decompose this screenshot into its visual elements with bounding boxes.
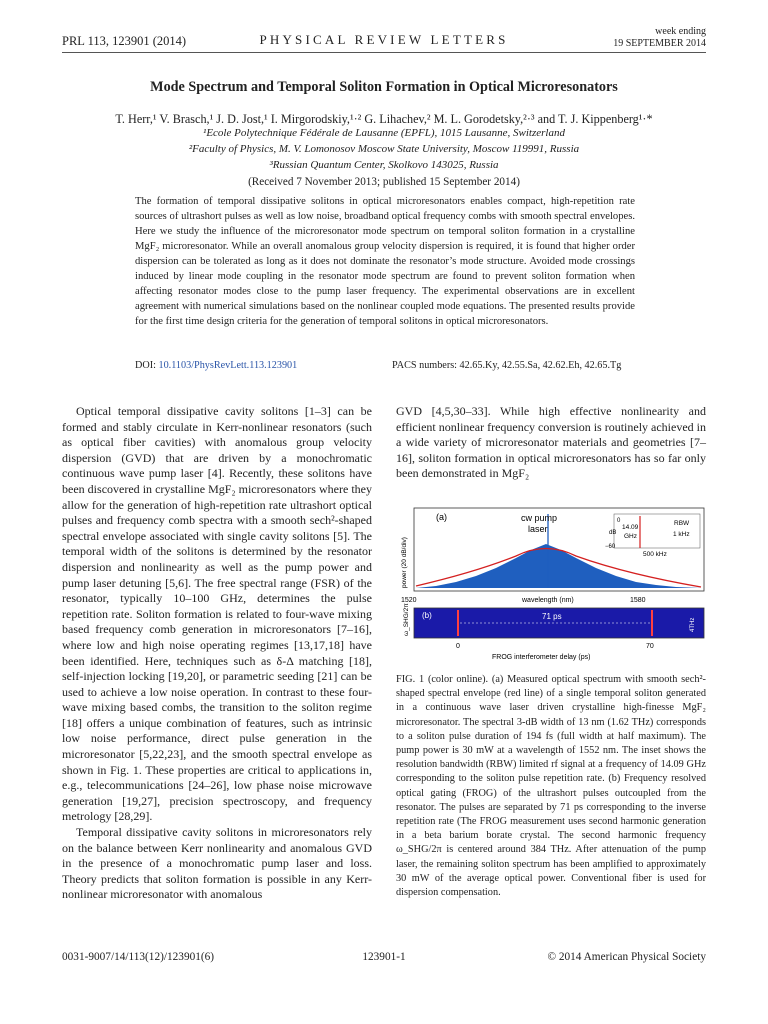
journal-reference: PRL 113, 123901 (2014) bbox=[62, 34, 187, 48]
body-paragraph-2: Temporal dissipative cavity solitons in microresonators rely on the balance between Kerr nonlinearity and anomalous GVD in the presence of a monochromatic pump laser and loss. Theory predicts that soliton formation is possible in any Kerr-nonlinear microresonator with anomalous bbox=[62, 825, 372, 902]
body-paragraph-1: Optical temporal dissipative cavity solitons [1–3] can be formed and stably circulate in Kerr-nonlinear resonators (such as optical fiber cavities) with anomalous group velocity dispersion (GVD) that are driven by a monochromatic continuous wave pump laser [4]. Recently, these solitons have been discovered in crystalline MgF₂ microresonators where they allow for the generation of high-repetition rate ultrashort optical pulses and frequency comb spectra with a smooth sech²-shaped spectral envelope associated with single cavity solitons [5]. The temporal width of the solitons is determined by the resonator dispersion and nonlinearity as well as the pump power and pump laser detuning [5,6]. The free spectral range (FSR) of the resonator, typically 10–100 GHz, determines the pulse repetition rate. Soliton formation is related to four-wave mixing based frequency comb generation in microresonators [7–16], where low and high noise operating regimes [13,17,18] have been identified. Here, techniques such as δ-Δ matching [18], self-injection locking [19,20], or parametric seeding [21] can be used to achieve a low noise operation. In contrast to these four-wave mixing based combs, the transition to the soliton regime [18] offers a unique combination of features, such as intrinsic low noise performance, direct pulse generation in the microresonator [5,22,23], and the smooth spectral envelope as shown in Fig. 1. These properties are critical to applications in, e.g., telecommunications [24–26], low phase noise microwave generation [19,27], precision spectroscopy, and frequency metrology [28,29]. bbox=[62, 404, 372, 824]
figure-caption: FIG. 1 (color online). (a) Measured optical spectrum with smooth sech²-shaped spectral envelope (red line) of a single temporal soliton generated in a continuous wave laser driven crystalline high-finesse MgF₂ microresonator. The spectral 3-dB width of 13 nm (1.62 THz) corresponds to a soliton pulse duration of 194 fs (full width at half maximum). The pump power is 30 mW at a wavelength of 1552 nm. The inset shows the resolution bandwidth (RBW) limited rf signal at a frequency of 14.09 GHz corresponding to the soliton pulse repetition rate. (b) Frequency resolved optical gating (FROG) of the ultrashort pulses outcoupled from the resonator. The pulses are separated by 71 ps corresponding to the inverse repetition rate (The FROG measurement uses second harmonic generation in a beta barium borate crystal. The second harmonic frequency ω_SHG/2π is centered around 384 THz. After attenuation of the pump laser, the remaining soliton spectrum has been amplified to approximately 30 mW of the average optical power. Conventional fiber is used for dispersion compensation. bbox=[396, 674, 706, 899]
inset-freq-1: 14.09 bbox=[622, 524, 639, 531]
figure-1 bbox=[396, 506, 710, 666]
inset-db: dB bbox=[609, 530, 617, 536]
doi-link[interactable]: 10.1103/PhysRevLett.113.123901 bbox=[158, 360, 298, 371]
body-paragraph-3: GVD [4,5,30–33]. While high effective nonlinearity and efficient nonlinear frequency conversion is routinely achieved in a wide variety of microresonator materials and geometries [7–16], soliton formation in optical microresonators has so far only been demonstrated in MgF₂ bbox=[396, 404, 706, 481]
xlabel-b: FROG interferometer delay (ps) bbox=[492, 654, 591, 661]
received-date: (Received 7 November 2013; published 15 September 2014) bbox=[248, 176, 520, 188]
x-tick-1520: 1520 bbox=[401, 597, 417, 604]
header-rule bbox=[62, 52, 706, 53]
b-tick-0: 0 bbox=[456, 643, 460, 650]
copyright: © 2014 American Physical Society bbox=[547, 951, 706, 963]
body-left-column bbox=[62, 404, 372, 903]
x-tick-1580: 1580 bbox=[630, 597, 646, 604]
footer-code: 0031-9007/14/113(12)/123901(6) bbox=[62, 951, 215, 963]
affiliation-1: ¹Ecole Polytechnique Fédérale de Lausanne (EPFL), 1015 Lausanne, Switzerland bbox=[203, 127, 565, 139]
inset-freq-2: GHz bbox=[624, 533, 637, 540]
cw-label-2: laser bbox=[528, 524, 548, 534]
affiliation-3: ³Russian Quantum Center, Skolkovo 143025, Russia bbox=[269, 159, 499, 171]
journal-name: PHYSICAL REVIEW LETTERS bbox=[259, 32, 509, 47]
xlabel-a: wavelength (nm) bbox=[522, 597, 574, 604]
doi-label: DOI: bbox=[135, 360, 156, 371]
inset-span: 500 kHz bbox=[643, 551, 667, 558]
b-tick-70: 70 bbox=[646, 643, 654, 650]
week-label: week ending bbox=[655, 26, 706, 37]
cw-label-1: cw pump bbox=[521, 513, 558, 523]
pacs-numbers: PACS numbers: 42.65.Ky, 42.55.Sa, 42.62.Eh, 42.65.Tg bbox=[392, 360, 622, 371]
inset-rbw-2: 1 kHz bbox=[673, 531, 690, 538]
inset-m60: −60 bbox=[605, 544, 616, 550]
ps-label: 71 ps bbox=[542, 612, 562, 621]
ylabel-a: power (20 dB/div) bbox=[401, 537, 408, 588]
thz-label: 4THz bbox=[690, 617, 696, 632]
affiliation-2: ²Faculty of Physics, M. V. Lomonosov Moscow State University, Moscow 119991, Russia bbox=[188, 143, 580, 155]
ylabel-b: ω_SHG/2π bbox=[403, 603, 410, 636]
inset-rbw-1: RBW bbox=[674, 520, 690, 527]
inset-0: 0 bbox=[617, 518, 621, 524]
author-list: T. Herr,¹ V. Brasch,¹ J. D. Jost,¹ I. Mirgorodskiy,¹·² G. Lihachev,² M. L. Gorodetsky,²·³ and T. J. Kippenberg¹·* bbox=[115, 112, 653, 126]
figure-svg bbox=[396, 506, 710, 666]
panel-b-label: (b) bbox=[422, 611, 432, 620]
body-right-column bbox=[396, 404, 706, 482]
page-number: 123901-1 bbox=[362, 951, 406, 963]
paper-title: Mode Spectrum and Temporal Soliton Formation in Optical Microresonators bbox=[150, 79, 618, 95]
panel-a-label: (a) bbox=[436, 512, 447, 522]
week-date: 19 SEPTEMBER 2014 bbox=[613, 37, 706, 49]
doi bbox=[135, 360, 297, 371]
issue-date bbox=[613, 26, 706, 49]
abstract: The formation of temporal dissipative solitons in optical microresonators enables compact, high-repetition rate sources of ultrashort pulses as well as low noise, broadband optical frequency combs with smooth spectral envelopes. Here we study the influence of the microresonator mode spectrum on temporal soliton formation in a crystalline MgF₂ microresonator. While an overall anomalous group velocity dispersion is required, it is found that higher order dispersion can be tolerated as long as it does not dominate the resonator’s mode structure. Avoided mode crossings induced by linear mode coupling in the resonator mode spectrum are found to prevent soliton formation when affecting resonator modes close to the pump laser frequency. The experimental observations are in excellent agreement with numerical simulations based on the nonlinear coupled mode equations. The presented results provide for the first time design criteria for the generation of temporal solitons in optical microresonators. bbox=[135, 196, 635, 328]
